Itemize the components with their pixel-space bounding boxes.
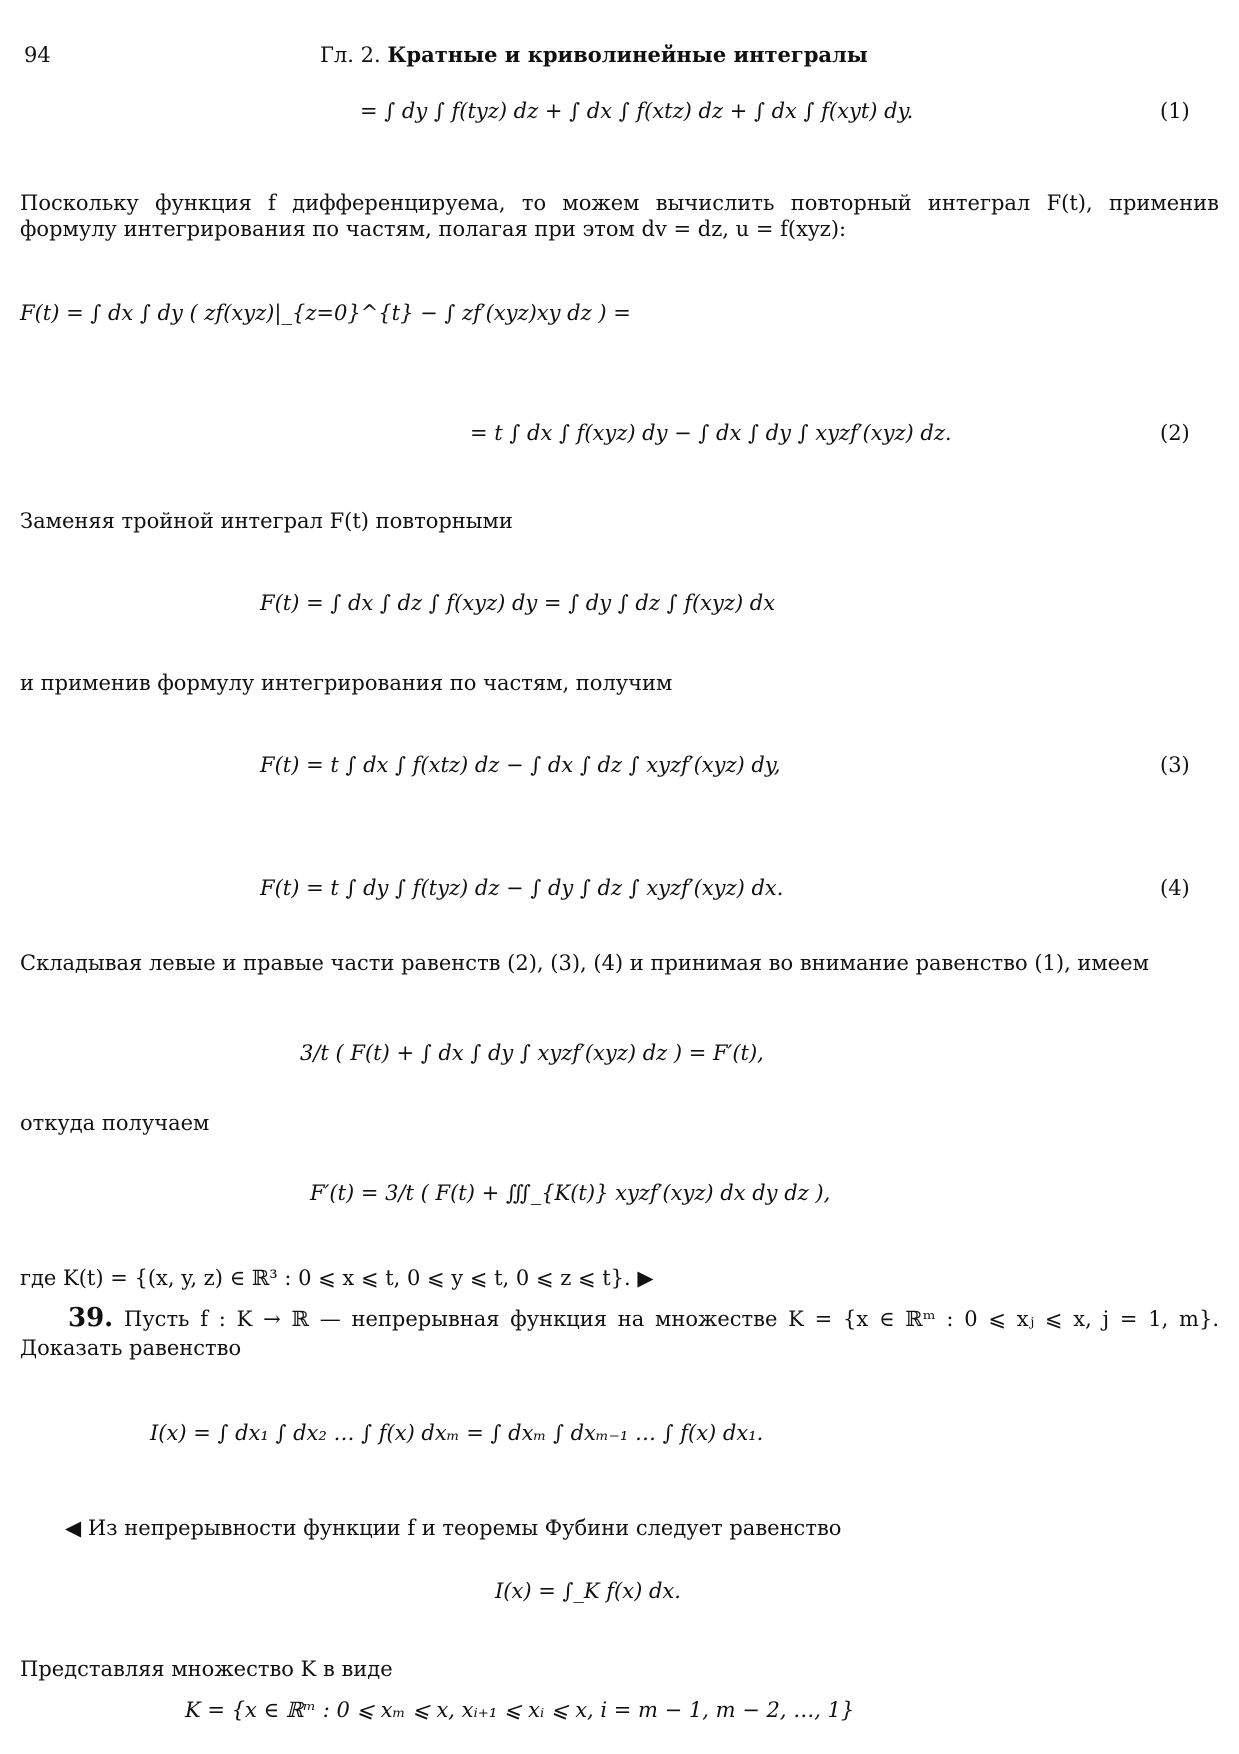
problem-number: 39. bbox=[68, 1303, 114, 1333]
paragraph-4: Складывая левые и правые части равенств (2), (3), (4) и принимая во внимание равенство (1), имеем bbox=[20, 951, 1149, 975]
paragraph-6: где K(t) = {(x, y, z) ∈ ℝ³ : 0 ⩽ x ⩽ t, 0 ⩽ y ⩽ t, 0 ⩽ z ⩽ t}. ▶ bbox=[20, 1266, 654, 1290]
equation-3: F(t) = t ∫ dx ∫ f(xtz) dz − ∫ dx ∫ dz ∫ xyzf′(xyz) dy, bbox=[260, 753, 781, 777]
equation-2a: F(t) = ∫ dx ∫ dy ( zf(xyz)|_{z=0}^{t} − ∫ zf′(xyz)xy dz ) = bbox=[20, 301, 631, 325]
problem-text: Пусть f : K → ℝ — непрерывная функция на множестве K = {x ∈ ℝᵐ : 0 ⩽ xⱼ ⩽ x, j = 1, m}. Доказать равенство bbox=[20, 1307, 1219, 1360]
equation-6: F′(t) = 3/t ( F(t) + ∭_{K(t)} xyzf′(xyz) dx dy dz ), bbox=[310, 1181, 831, 1205]
equation-9: K = {x ∈ ℝᵐ : 0 ⩽ xₘ ⩽ x, xᵢ₊₁ ⩽ xᵢ ⩽ x, i = m − 1, m − 2, …, 1} bbox=[185, 1698, 855, 1722]
chapter-title: Кратные и криволинейные интегралы bbox=[387, 42, 868, 67]
chapter-prefix: Гл. 2. bbox=[320, 43, 388, 67]
paragraph-5: откуда получаем bbox=[20, 1111, 210, 1135]
equation-8: I(x) = ∫_K f(x) dx. bbox=[495, 1579, 681, 1603]
equation-1-number: (1) bbox=[1160, 99, 1190, 123]
page-number: 94 bbox=[24, 43, 51, 67]
equation-3-number: (3) bbox=[1160, 753, 1190, 777]
equation-4: F(t) = t ∫ dy ∫ f(tyz) dz − ∫ dy ∫ dz ∫ xyzf′(xyz) dx. bbox=[260, 876, 784, 900]
equation-7: I(x) = ∫ dx₁ ∫ dx₂ … ∫ f(x) dxₘ = ∫ dxₘ ∫ dxₘ₋₁ … ∫ f(x) dx₁. bbox=[150, 1421, 764, 1445]
running-header bbox=[320, 42, 868, 68]
equation-2-number: (2) bbox=[1160, 421, 1190, 445]
equation-2b: = t ∫ dx ∫ f(xyz) dy − ∫ dx ∫ dy ∫ xyzf′(xyz) dz. bbox=[470, 421, 952, 445]
equation-1: = ∫ dy ∫ f(tyz) dz + ∫ dx ∫ f(xtz) dz + ∫ dx ∫ f(xyt) dy. bbox=[360, 99, 914, 123]
equation-replacement: F(t) = ∫ dx ∫ dz ∫ f(xyz) dy = ∫ dy ∫ dz ∫ f(xyz) dx bbox=[260, 591, 776, 615]
equation-5: 3/t ( F(t) + ∫ dx ∫ dy ∫ xyzf′(xyz) dz ) = F′(t), bbox=[300, 1041, 764, 1065]
paragraph-3: и применив формулу интегрирования по частям, получим bbox=[20, 671, 673, 695]
paragraph-7: ◀ Из непрерывности функции f и теоремы Фубини следует равенство bbox=[65, 1516, 842, 1540]
paragraph-1: Поскольку функция f дифференцируема, то можем вычислить повторный интеграл F(t), применив формулу интегрирования по частям, полагая при этом dv = dz, u = f(xyz): bbox=[20, 191, 1219, 242]
paragraph-8: Представляя множество K в виде bbox=[20, 1657, 393, 1681]
paragraph-2: Заменяя тройной интеграл F(t) повторными bbox=[20, 509, 513, 533]
equation-4-number: (4) bbox=[1160, 876, 1190, 900]
problem-39 bbox=[20, 1302, 1219, 1361]
